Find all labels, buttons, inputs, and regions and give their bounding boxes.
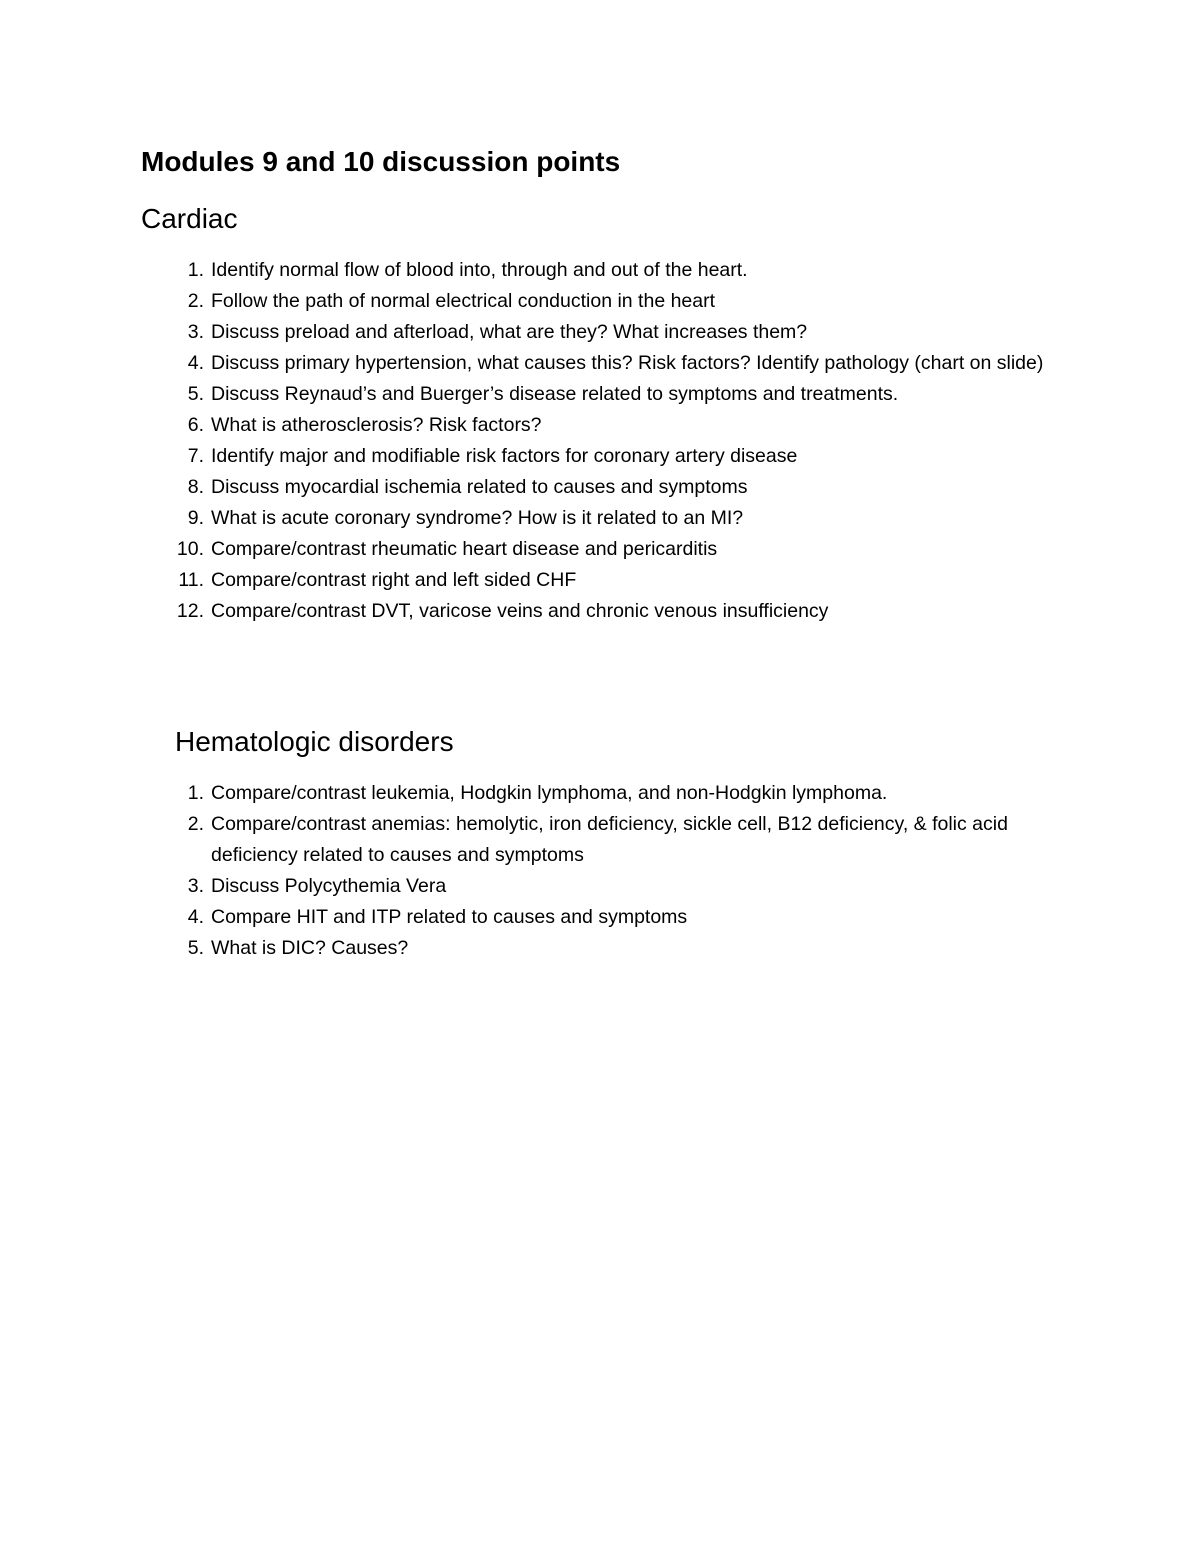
- list-item-text: Compare/contrast leukemia, Hodgkin lymphoma, and non-Hodgkin lymphoma.: [211, 782, 888, 804]
- list-item-number: 9.: [187, 507, 204, 529]
- list-item-text: Discuss Polycythemia Vera: [211, 875, 447, 897]
- list-item-text: Identify major and modifiable risk factors for coronary artery disease: [211, 445, 798, 467]
- list-item-number: 4.: [187, 906, 204, 928]
- cardiac-points-list: [141, 255, 1071, 627]
- list-item: [141, 348, 1071, 379]
- list-item: [141, 441, 1071, 472]
- list-item-number: 7.: [187, 445, 204, 467]
- list-item: [141, 410, 1071, 441]
- section-heading-cardiac: Cardiac: [141, 203, 238, 234]
- list-item-text: What is DIC? Causes?: [211, 937, 409, 959]
- list-item-text: Compare HIT and ITP related to causes and symptoms: [211, 906, 688, 928]
- list-item-number: 4.: [187, 352, 204, 374]
- list-item: [141, 286, 1071, 317]
- list-item: [141, 933, 1071, 964]
- list-item-number: 10.: [176, 538, 204, 560]
- list-item-number: 2.: [187, 290, 204, 312]
- list-item-text: Discuss primary hypertension, what causes this? Risk factors? Identify pathology (chart on slide): [211, 352, 1044, 374]
- list-item-number: 8.: [187, 476, 204, 498]
- list-item-text: Follow the path of normal electrical conduction in the heart: [211, 290, 716, 312]
- list-item: [141, 317, 1071, 348]
- list-item-number: 3.: [187, 321, 204, 343]
- list-item-text: Compare/contrast DVT, varicose veins and chronic venous insufficiency: [211, 600, 829, 622]
- page-title: Modules 9 and 10 discussion points: [141, 146, 621, 177]
- list-item: [141, 902, 1071, 933]
- list-item: [141, 379, 1071, 410]
- list-item-text: Compare/contrast rheumatic heart disease and pericarditis: [211, 538, 718, 560]
- list-item-number: 1.: [187, 259, 204, 281]
- list-item-text: What is atherosclerosis? Risk factors?: [211, 414, 542, 436]
- list-item-number: 5.: [187, 383, 204, 405]
- list-item-text: What is acute coronary syndrome? How is it related to an MI?: [211, 507, 744, 529]
- list-item-text: Identify normal flow of blood into, through and out of the heart.: [211, 259, 748, 281]
- list-item: [141, 871, 1071, 902]
- list-item-number: 6.: [187, 414, 204, 436]
- list-item-number: 5.: [187, 937, 204, 959]
- list-item: [141, 778, 1071, 809]
- list-item: [141, 534, 1071, 565]
- list-item-number: 2.: [187, 813, 204, 835]
- list-item: [141, 472, 1071, 503]
- list-item: [141, 503, 1071, 534]
- list-item-text: Discuss Reynaud’s and Buerger’s disease related to symptoms and treatments.: [211, 383, 899, 405]
- list-item-number: 11.: [178, 569, 204, 591]
- list-item-text: Discuss myocardial ischemia related to causes and symptoms: [211, 476, 748, 498]
- list-item-number: 3.: [187, 875, 204, 897]
- list-item: [141, 596, 1071, 627]
- list-item: [141, 255, 1071, 286]
- hematologic-points-list: [141, 778, 1071, 964]
- list-item-number: 1.: [187, 782, 204, 804]
- section-heading-hematologic: Hematologic disorders: [175, 726, 454, 757]
- list-item-text: Discuss preload and afterload, what are they? What increases them?: [211, 321, 808, 343]
- list-item: [141, 809, 1071, 871]
- list-item-number: 12.: [176, 600, 204, 622]
- list-item-text: Compare/contrast right and left sided CHF: [211, 569, 577, 591]
- list-item: [141, 565, 1071, 596]
- list-item-text: Compare/contrast anemias: hemolytic, iron deficiency, sickle cell, B12 deficiency, & folic acid deficiency related to causes and symptoms: [211, 813, 1008, 866]
